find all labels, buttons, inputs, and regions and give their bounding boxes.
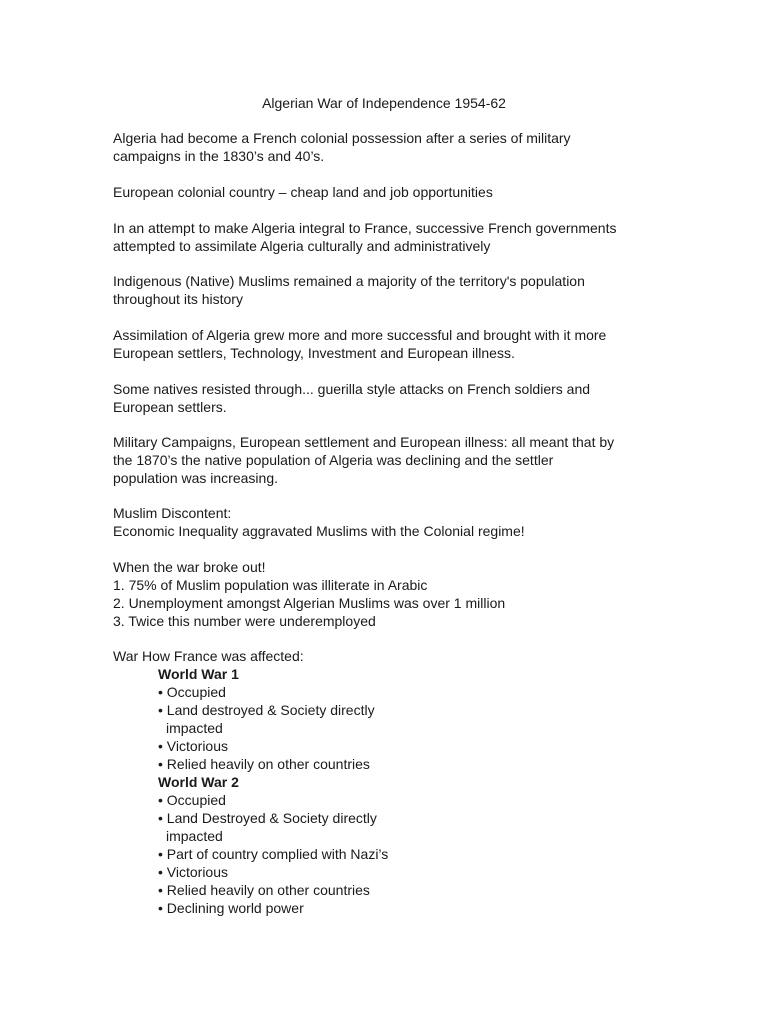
text-line: attempted to assimilate Algeria culturally and administratively [113, 238, 491, 254]
paragraph-2 [113, 183, 673, 201]
list-item: 3. Twice this number were underemployed [113, 613, 376, 629]
text-line: the 1870’s the native population of Algeria was declining and the settler [113, 452, 554, 468]
text-line: campaigns in the 1830’s and 40’s. [113, 148, 325, 164]
bullet-item: • Relied heavily on other countries [158, 756, 370, 772]
text-line: Algeria had become a French colonial possession after a series of military [113, 130, 571, 146]
text-line: Military Campaigns, European settlement and European illness: all meant that by [113, 434, 615, 450]
bullet-item: • Occupied [158, 684, 226, 700]
bullet-item-continuation: impacted [166, 720, 223, 736]
paragraph-1 [113, 129, 673, 165]
text-line: population was increasing. [113, 470, 278, 486]
list-item: 2. Unemployment amongst Algerian Muslims was over 1 million [113, 595, 506, 611]
bullet-item: • Relied heavily on other countries [158, 882, 370, 898]
ww1-heading: World War 1 [158, 666, 239, 682]
bullet-item: • Declining world power [158, 900, 304, 916]
text-line: Some natives resisted through... guerilla style attacks on French soldiers and [113, 381, 591, 397]
bullet-item: • Victorious [158, 864, 229, 880]
text-line: Economic Inequality aggravated Muslims with the Colonial regime! [113, 523, 525, 539]
paragraph-3 [113, 219, 673, 255]
paragraph-9 [113, 558, 673, 630]
text-line: European colonial country – cheap land and job opportunities [113, 184, 493, 200]
document-title: Algerian War of Independence 1954-62 [262, 95, 506, 111]
bullet-item: • Occupied [158, 792, 226, 808]
ww2-heading: World War 2 [158, 774, 239, 790]
section-heading: War How France was affected: [113, 648, 304, 664]
list-item: 1. 75% of Muslim population was illiterate in Arabic [113, 577, 428, 593]
text-line: European settlers, Technology, Investment and European illness. [113, 345, 515, 361]
text-line: European settlers. [113, 399, 227, 415]
bullet-item: • Land destroyed & Society directly [158, 702, 375, 718]
text-line: In an attempt to make Algeria integral to France, successive French governments [113, 220, 617, 236]
bullet-item: • Victorious [158, 738, 229, 754]
bullet-item: • Part of country complied with Nazi’s [158, 846, 389, 862]
text-line: throughout its history [113, 291, 243, 307]
bullet-item-continuation: impacted [166, 828, 223, 844]
text-line: Muslim Discontent: [113, 505, 232, 521]
war-section [113, 647, 673, 917]
text-line: Assimilation of Algeria grew more and more successful and brought with it more [113, 327, 607, 343]
paragraph-7 [113, 433, 673, 487]
bullet-item: • Land Destroyed & Society directly [158, 810, 377, 826]
text-line: When the war broke out! [113, 559, 266, 575]
text-line: Indigenous (Native) Muslims remained a majority of the territory's population [113, 273, 585, 289]
paragraph-4 [113, 272, 673, 308]
paragraph-6 [113, 380, 673, 416]
paragraph-8 [113, 504, 673, 540]
paragraph-5 [113, 326, 673, 362]
